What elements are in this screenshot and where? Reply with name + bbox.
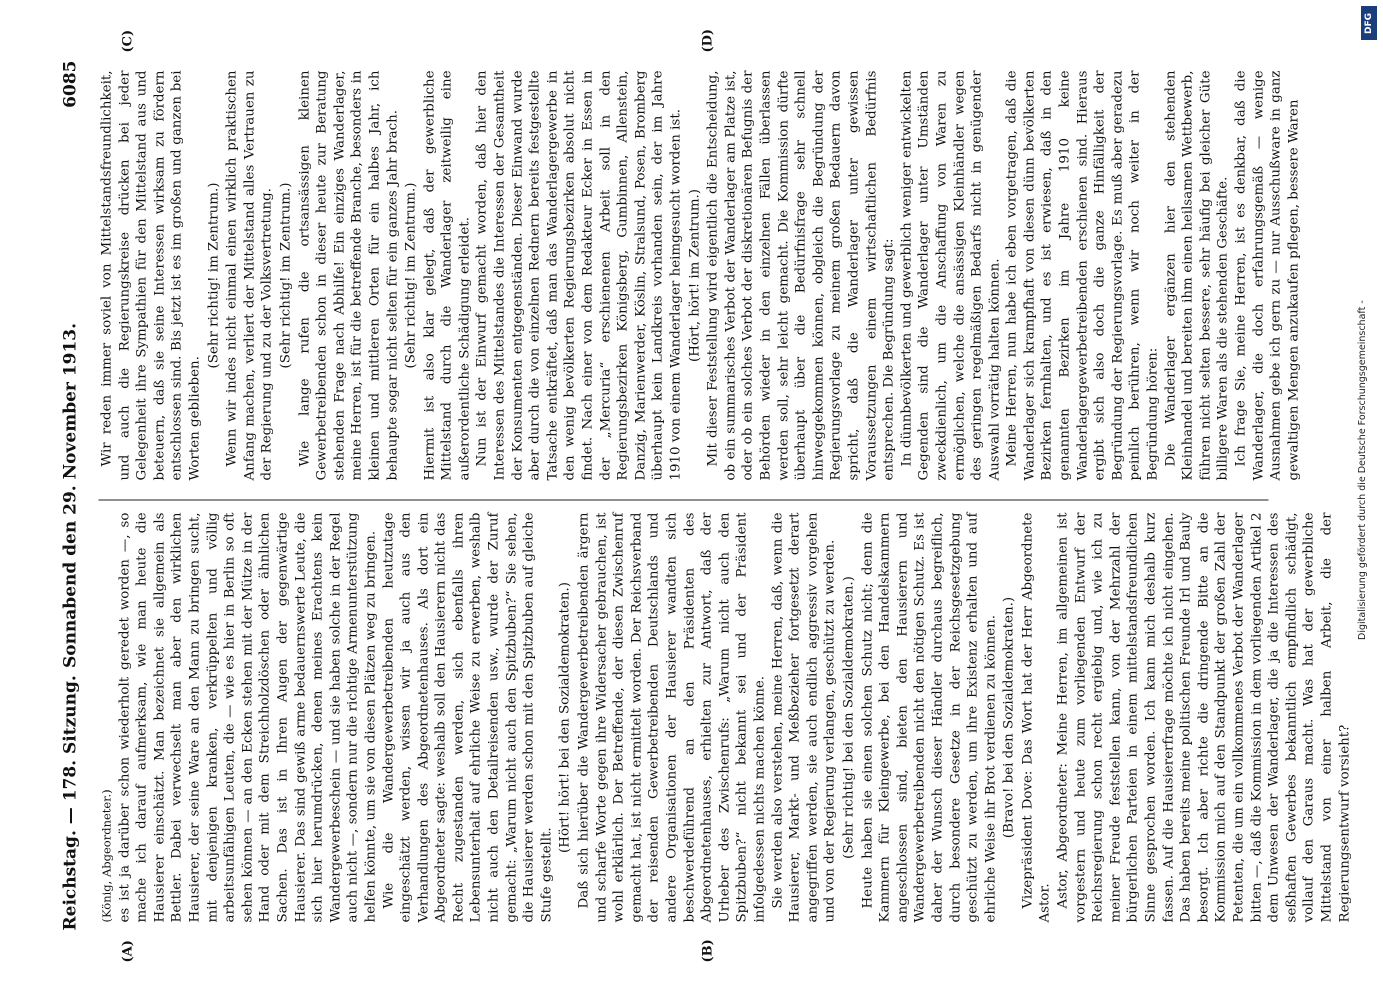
- paragraph: (Hört! hört! bei den Sozialdemokraten.): [557, 581, 573, 853]
- margin-marker-d: (D): [700, 28, 715, 52]
- paragraph: es ist ja darüber schon wiederholt geredet worden —, so mache ich darauf aufmerksam, wie man heute die Hausierer einschätzt. Man bezeichnet sie allgemein als Bettler. Dabei verwechselt man aber den wirklichen Hausierer, der seine Ware an den Mann zu bringen sucht, mit denjenigen kranken, verkrüppelten und völlig arbeitsunfähigen Leuten, die — wie es hier in Berlin so oft sehen können — an den Ecken stehen mit der Mütze in der Hand oder mit dem Streichholzdöschen oder ähnlichen Sachen. Das ist in Ihren Augen der gegenwärtige Hausierer. Das sind gewiß arme bedauernswerte Leute, die sich hier herumdrücken, denen meines Erachtens kein Wandergewerbeschein — und sie haben solche in der Regel auch nicht —, sondern nur die richtige Armenunterstützung helfen könnte, um sie von diesen Plätzen weg zu bringen.: [116, 512, 378, 922]
- digitization-notice-text: Digitalisierung gefördert durch die Deutsche Forschungsgemeinschaft -: [1357, 300, 1368, 640]
- page-number: 6085: [60, 60, 80, 108]
- paragraph: Vizepräsident Dove: Das Wort hat der Herr Abgeordnete Astor.: [1019, 512, 1053, 922]
- paragraph: Wie die Wandergewerbetreibenden heutzutage eingeschätzt werden, wissen wir ja auch aus den Verhandlungen des Abgeordnetenhauses. Als dort ein Abgeordneter sagte: weshalb soll den Hausierern nicht das Recht zugestanden werden, sich ebenfalls ihren Lebensunterhalt auf ehrliche Weise zu erwerben, weshalb nicht auch den Detailreisenden usw., wurde der Zuruf gemacht: „Warum nicht auch den Spitzbuben?“ Sie sehen, die Hausierer werden schon mit den Spitzbuben auf gleiche Stufe gestellt.: [380, 512, 554, 922]
- margin-marker-a: (A): [120, 939, 135, 962]
- dfg-logo: DFG: [1361, 6, 1377, 40]
- paragraph: Nun ist der Einwurf gemacht worden, daß hier den Interessen des Mittelstandes die Interessen der Gesamtheit der Konsumenten entgegenständen. Dieser Einwand wurde aber durch die von einzelnen Rednern bereits festgestellte Tatsache entkräftet, daß man das Wanderlagergewerbe in den wenig bevölkerten Regierungsbezirken absolut nicht findet. Nach einer von dem Redakteur Ecker in Essen in der „Mercuria“ erschienenen Arbeit soll in den Regierungsbezirken Königsberg, Gumbinnen, Allenstein, Danzig, Marienwerder, Köslin, Stralsund, Posen, Bromberg überhaupt kein Landkreis vorhanden sein, der im Jahre 1910 von einem Wanderlager heimgesucht worden ist.: [474, 70, 683, 480]
- header-left: Reichstag. — 178. Sitzung.: [60, 674, 80, 930]
- paragraph: In dünnbevölkerten und gewerblich weniger entwickelten Gegenden sind die Wanderlager unter Umständen zweckdienlich, um die Anschaffung von Waren zu ermöglichen, welche die ansässigen Kleinhändler wegen des geringen regelmäßigen Bedarfs nicht in genügender Auswahl vorrätig halten können.: [898, 70, 1002, 480]
- paragraph: Die Wanderlager ergänzen hier den stehenden Kleinhandel und bereiten ihm einen heilsamen Wettbewerb, führen nicht selten bessere, sehr häufig bei gleicher Güte billigere Waren als die stehenden Geschäfte.: [1162, 70, 1231, 480]
- paragraph: Hiermit ist also klar gelegt, daß der gewerbliche Mittelstand durch die Wanderlager zeitweilig eine außerordentliche Schädigung erleidet.: [421, 70, 472, 480]
- left-text-column: [98, 512, 1352, 922]
- column-divider: [98, 499, 1268, 500]
- right-text-column: [98, 70, 1301, 480]
- paragraph: Sie werden also verstehen, meine Herren, daß, wenn die Hausierer, Markt- und Meßbezieher fortgesetzt derart angegriffen werden, sie auch endlich aggressiv vorgehen und von der Regierung verlangen, geschützt zu werden.: [769, 512, 838, 922]
- paragraph: Wir reden immer soviel von Mittelstandsfreundlichkeit, und auch die Regierungskreise drücken bei jeder Gelegenheit ihre Sympathien für den Mittelstand aus und beteuern, daß sie seine Interessen wirksam zu fördern entschlossen sind. Bis jetzt ist es im großen und ganzen bei Worten geblieben.: [99, 70, 202, 480]
- paragraph: (Sehr richtig! im Zentrum.): [205, 182, 221, 368]
- margin-marker-c: (C): [120, 29, 135, 52]
- paragraph: Ich frage Sie, meine Herren, ist es denkbar, daß die Wanderlager, die doch erfahrungsgemäß — wenige Ausnahmen gebe ich gern zu — nur Ausschußware in ganz gewaltigen Mengen anzukaufen pflegen, bessere Waren: [1233, 70, 1301, 480]
- paragraph: (Bravo! bei den Sozialdemokraten.): [1001, 596, 1017, 838]
- paragraph: (Sehr richtig! bei den Sozialdemokraten.): [840, 575, 856, 859]
- paragraph: Meine Herren, nun habe ich eben vorgetragen, daß die Wanderlager sich krampfhaft von diesen dünn bevölkerten Bezirken fernhalten, und es ist erwiesen, daß in den genannten Bezirken im Jahre 1910 keine Wanderlagergewerbetreibenden erschienen sind. Hieraus ergibt sich also doch die ganze Hinfälligkeit der Begründung der Regierungsvorlage. Es muß aber geradezu peinlich berühren, wenn wir noch weiter in der Begründung hören:: [1004, 70, 1161, 480]
- paragraph: Daß sich hierüber die Wandergewerbetreibenden ärgern und scharfe Worte gegen ihre Widersacher gebrauchen, ist wohl erklärlich. Der Betreffende, der diesen Zwischenruf gemacht hat, ist nicht ermittelt worden. Der Reichsverband der reisenden Gewerbetreibenden Deutschlands und andere Organisationen der Hausierer wandten sich beschwerdeführend an den Präsidenten des Abgeordnetenhauses, erhielten zur Antwort, daß der Urheber des Zwischenrufs: „Warum nicht auch den Spitzbuben?“ nicht bekannt sei und der Präsident infolgedessen nichts machen könne.: [576, 512, 767, 922]
- header-date: Sonnabend den 29. November 1913.: [60, 322, 80, 668]
- paragraph: Wenn wir indes nicht einmal einen wirklich praktischen Anfang machen, verliert der Mittelstand alles Vertrauen zu der Regierung und zu der Volksvertretung.: [224, 70, 275, 480]
- paragraph: Astor, Abgeordneter: Meine Herren, im allgemeinen ist vorgestern und heute zum vorliegenden Entwurf der Reichsregierung schon recht ergiebig und, wie ich zu meiner Freude feststellen kann, von der Mehrzahl der bürgerlichen Parteien in einem mittelstandsfreundlichen Sinne gesprochen worden. Ich kann mich deshalb kurz fassen. Auf die Hausiererfrage möchte ich nicht eingehen. Das haben bereits meine politischen Freunde Irl und Bauly besorgt. Ich aber richte die dringende Bitte an die Kommission mich auf den Standpunkt der großen Zahl der Petenten, die um ein vollkommenes Verbot der Wanderlager bitten —, daß die Kommission in dem vorliegenden Artikel 2 dem Unwesen der Wanderlager, die ja die Interessen des seßhaften Gewerbes bekanntlich empfindlich schädigt, vollauf den Garaus macht. Was hat der gewerbliche Mittelstand von einer halben Arbeit, die der Regierungsentwurf vorsieht?: [1055, 512, 1352, 922]
- page-header: [60, 60, 90, 930]
- paragraph: Mit dieser Feststellung wird eigentlich die Entscheidung, ob ein summarisches Verbot der Wanderlager am Platze ist, oder ob ein solches Verbot der diskretionären Befugnis der Behörden wieder in den einzelnen Fällen überlassen werden soll, sehr leicht gemacht. Die Kommission dürfte überhaupt über die Bedürfnisfrage sehr schnell hinweggekommen können, obgleich die Begründung der Regierungsvorlage zu meinem großen Bedauern davon spricht, daß die Wanderlager unter gewissen Voraussetzungen einem wirtschaftlichen Bedürfnis entsprechen. Die Begründung sagt:: [705, 70, 897, 480]
- paragraph: (König, Abgeordneter.): [99, 788, 113, 922]
- paragraph: (Sehr richtig! im Zentrum.): [277, 182, 293, 368]
- margin-marker-b: (B): [700, 938, 715, 962]
- paragraph: (Sehr richtig! im Zentrum.): [403, 182, 419, 368]
- digitization-notice: [1357, 30, 1377, 650]
- paragraph: (Hört, hört! im Zentrum.): [686, 188, 702, 362]
- paragraph: Heute haben sie einen solchen Schutz nicht; denn die Kammern für Kleingewerbe, bei den Handelskammern angeschlossen sind, bieten den Hausierern und Wandergewerbetreibenden nicht den nötigen Schutz. Es ist daher der Wunsch dieser Händler durchaus begreiflich, durch besondere Gesetze in der Reichsgesetzgebung geschützt zu werden, um ihre Existenz erhalten und auf ehrliche Weise ihr Brot verdienen zu können.: [859, 512, 998, 922]
- paragraph: Wie lange rufen die ortsansässigen kleinen Gewerbetreibenden schon in dieser heute zur Beratung stehenden Frage nach Abhilfe! Ein einziges Wanderlager, meine Herren, ist für die betreffende Branche, besonders in kleinen und mittleren Orten für ein halbes Jahr, ich behaupte sogar nicht selten für ein ganzes Jahr brach.: [296, 70, 400, 480]
